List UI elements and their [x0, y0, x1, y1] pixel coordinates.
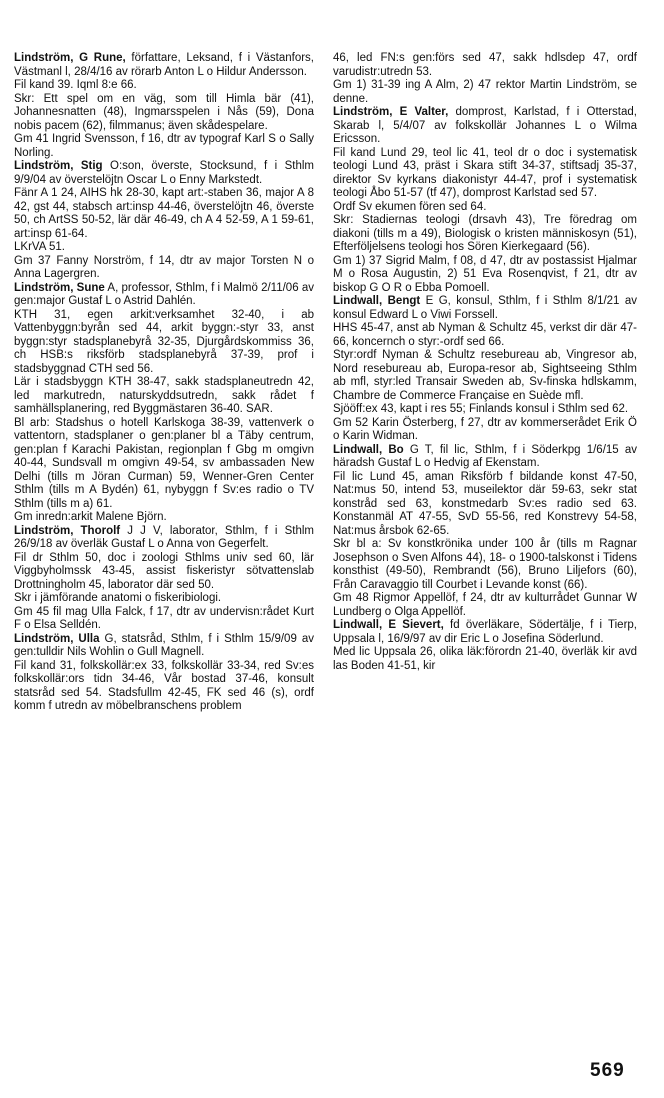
entry-text: Skr i jämförande anatomi o fiskeribiologi. — [14, 592, 222, 604]
entry-text: fd överläkare, Södertälje, f i Tierp, Uppsala l, 16/9/97 av dir Eric L o Josefina Söderlund. — [333, 619, 637, 645]
entry-paragraph — [333, 444, 637, 471]
entry-paragraph — [333, 349, 637, 403]
entry-text: E G, konsul, Sthlm, f i Sthlm 8/1/21 av konsul Edward L o Viwi Forssell. — [333, 295, 638, 321]
entry-surname: Lindström, — [14, 52, 74, 64]
entry-text: Med lic Uppsala 26, olika läk:förordn 21-40, överläk kir avd las Boden 41-51, kir — [333, 646, 637, 672]
entry-surname: Lindwall, — [333, 619, 383, 631]
entry-text: Styr:ordf Nyman & Schultz resebureau ab, Vingresor ab, Nord resebureau ab, Europa-resor ab, Sightseeing Sthlm ab mfl, styr:led Transair Sweden ab, Sv-finska hdlskamm, Chambre de Commerce Française en Suède mfl. — [333, 349, 637, 402]
entry-text: Bl arb: Stadshus o hotell Karlskoga 38-39, vattenverk o vattentorn, stadsplaner o gen:planer bl a Täby centrum, gen:plan f Karachi Pakistan, regionplan f Gbg m omgivn 40-44, Sundsvall m omgivn 49-54, sv ambassaden New Delhi (tills m Jöran Curman) 59, Wenner-Gren Center Sthlm (tills m A Bydén) 61, nybyggn f Sv:es radio o TV Sthlm (tills m a) 61. — [14, 416, 314, 510]
entry-text: Sjööff:ex 43, kapt i res 55; Finlands konsul i Sthlm sed 62. — [333, 403, 629, 415]
entry-text: Gm 41 Ingrid Svensson, f 16, dtr av typograf Karl S o Sally Norling. — [14, 133, 314, 159]
entry-text: Gm 52 Karin Österberg, f 27, dtr av kommerserådet Erik Ö o Karin Widman. — [333, 416, 637, 442]
entry-text: LKrVA 51. — [14, 241, 65, 253]
entry-paragraph — [333, 147, 637, 201]
entry-paragraph — [333, 403, 637, 417]
entry-paragraph — [333, 52, 637, 79]
entry-text: Lär i stadsbyggn KTH 38-47, sakk stadsplaneutredn 42, led markutredn, naturskyddsutredn, sakk rådet f samhällsplanering, red Byggmästaren 36-40. SAR. — [14, 376, 314, 415]
biography-entry — [14, 52, 314, 160]
left-column — [14, 52, 314, 714]
entry-text: Ordf Sv ekumen fören sed 64. — [333, 200, 487, 213]
entry-paragraph — [14, 241, 314, 255]
entry-text: HHS 45-47, anst ab Nyman & Schultz 45, verkst dir där 47-66, koncernch o styr:-ordf sed 66. — [333, 322, 637, 348]
entry-surname: Lindwall, — [333, 295, 383, 307]
entry-paragraph — [14, 79, 314, 93]
biography-entry — [14, 525, 314, 633]
entry-text: 46, led FN:s gen:förs sed 47, sakk hdlsdep 47, ordf varudistr:utredn 53. — [333, 52, 637, 78]
entry-text: Skr: Stadiernas teologi (drsavh 43), Tre föredrag om diakoni (tills m a 49), Biologisk o kristen människosyn (51), Efterföljelsens teologi hos Sören Kierkegaard (56). — [333, 214, 637, 253]
entry-paragraph — [333, 201, 637, 215]
entry-paragraph — [14, 93, 314, 134]
entry-surname: Lindström, — [14, 524, 74, 537]
entry-text: Gm inredn:arkit Malene Björn. — [14, 511, 167, 523]
entry-text: Fil kand 31, folkskollär:ex 33, folkskollär 33-34, red Sv:es folkskollär:ors tidn 34-46, Vår bostad 37-46, konsult statsråd sed 54. Stadsfullm 42-45, FK sed 46 (s), ordf komm f utredn av möbelbranschens problem — [14, 659, 314, 712]
biography-entry — [333, 106, 637, 295]
entry-text: Skr bl a: Sv konstkrönika under 100 år (tills m Ragnar Josephson o Sven Alfons 44), 18- o 1900-talskonst i Tidens konsthist (49-50), Rembrandt (56), Bruno Liljefors (60), Från Caravaggio till Courbet i Levande konst (66). — [333, 538, 637, 591]
entry-paragraph — [333, 646, 637, 673]
entry-given-name: E Valter, — [399, 106, 449, 118]
entry-text: Fil kand Lund 29, teol lic 41, teol dr o doc i systematisk teologi Lund 43, präst i Skara stift 34-37, stiftsadj 35-37, direktor Sv kyrkans diakonistyr 44-47, prof i systematisk teologi Åbo 51-57 (tf 47), domprost Karlstad sed 57. — [333, 146, 637, 199]
entry-paragraph — [333, 295, 637, 322]
entry-paragraph — [14, 187, 314, 241]
entry-text: Gm 1) 31-39 ing A Alm, 2) 47 rektor Martin Lindström, se denne. — [333, 79, 637, 105]
entry-paragraph — [14, 511, 314, 525]
entry-paragraph — [333, 106, 637, 147]
entry-text: Gm 1) 37 Sigrid Malm, f 08, d 47, dtr av postassist Hjalmar M o Rosa Augustin, 2) 51 Eva Rosenqvist, f 21, dtr av biskop G O R o Ebba Pomoell. — [333, 254, 637, 294]
entry-paragraph — [14, 552, 314, 593]
entry-given-name: Thorolf — [80, 524, 121, 537]
right-column — [333, 52, 637, 673]
entry-paragraph — [333, 322, 637, 349]
entry-paragraph — [333, 592, 637, 619]
entry-text: Fil kand 39. Iqml 8:e 66. — [14, 79, 137, 91]
entry-paragraph — [14, 633, 314, 660]
entry-given-name: Ulla — [78, 632, 100, 645]
entry-paragraph — [14, 525, 314, 552]
entry-text: Fil dr Sthlm 50, doc i zoologi Sthlms univ sed 60, lär Viggbyholmssk 43-45, assist fiskeristyr sötvattenslab Drottningholm 45, laborator där sed 50. — [14, 551, 314, 591]
entry-paragraph — [14, 133, 314, 160]
entry-paragraph — [333, 538, 637, 592]
entry-text: författare, Leksand, f i Västanfors, Västmanl l, 28/4/16 av rörarb Anton L o Hildur Andersson. — [14, 52, 315, 78]
entry-paragraph — [14, 606, 314, 633]
entry-surname: Lindström, — [333, 106, 393, 118]
entry-text: Gm 48 Rigmor Appellöf, f 24, dtr av kulturrådet Gunnar W Lundberg o Olga Appellöf. — [333, 592, 637, 618]
entry-paragraph — [14, 309, 314, 377]
biography-entry — [333, 52, 637, 106]
page-number: 569 — [590, 1060, 625, 1081]
entry-paragraph — [333, 471, 637, 539]
entry-surname: Lindström, — [14, 632, 74, 645]
entry-given-name: E Sievert, — [388, 619, 444, 631]
entry-text: G T, fil lic, Sthlm, f i Söderkpg 1/6/15 av häradsh Gustaf L o Hedvig af Ekenstam. — [333, 443, 637, 469]
entry-text: A, professor, Sthlm, f i Malmö 2/11/06 av gen:major Gustaf L o Astrid Dahlén. — [14, 281, 314, 307]
entry-surname: Lindström, — [14, 281, 74, 294]
entry-given-name: G Rune, — [79, 52, 126, 64]
entry-surname: Lindwall, — [333, 443, 383, 456]
entry-given-name: Sune — [76, 281, 105, 294]
entry-paragraph — [14, 660, 314, 714]
entry-text: Fil lic Lund 45, aman Riksförb f bildande konst 47-50, Nat:mus 50, intend 53, museilektor där 59-63, sekr stat konstråd sed 63, konstmedarb Sv:es radio sed 63. Konstanmäl AT 47-55, SvD 55-56, red Konstrevy 54-58, Nat:mus årsbok 62-65. — [333, 470, 637, 537]
entry-given-name: Bo — [388, 443, 404, 456]
biography-entry — [333, 444, 637, 620]
entry-paragraph — [14, 160, 314, 187]
entry-text: J J V, laborator, Sthlm, f i Sthlm 26/9/18 av överläk Gustaf L o Anna von Gegerfelt. — [14, 524, 314, 550]
entry-given-name: Bengt — [387, 295, 421, 307]
entry-paragraph — [333, 417, 637, 444]
entry-paragraph — [333, 255, 637, 296]
entry-text: Gm 45 fil mag Ulla Falck, f 17, dtr av undervisn:rådet Kurt F o Elsa Selldén. — [14, 605, 314, 631]
entry-text: Fänr A 1 24, AIHS hk 28-30, kapt art:-staben 36, major A 8 42, gst 44, stabsch art:insp 44-46, överstelöjtn 46, överste 50, ch ArtSS 50-52, lär där 46-49, ch A 4 52-59, A 1 59-61, art:insp 61-64. — [14, 187, 314, 240]
entry-surname: Lindström, — [14, 160, 74, 172]
entry-paragraph — [14, 255, 314, 282]
biography-entry — [14, 160, 314, 282]
entry-paragraph — [14, 376, 314, 417]
entry-paragraph — [14, 52, 314, 79]
entry-text: KTH 31, egen arkit:verksamhet 32-40, i ab Vattenbyggn:byrån sed 44, arkit byggn:-styr 33, anst byggn:styr stadsplanebyrå 32-35, Djurgårdskommiss 36, ch HSB:s riksförb stadsplanebyrå 37-39, prof i stadsbyggnad CTH sed 56. — [14, 308, 314, 375]
entry-paragraph — [333, 619, 637, 646]
entry-text: Skr: Ett spel om en väg, som till Himla bär (41), Johannesnatten (48), Ingmarsspelen i Nås (59), Dona nobis pacem (62), filmmanus; även skådespelare. — [14, 92, 314, 132]
biography-entry — [333, 295, 637, 444]
biography-entry — [333, 619, 637, 673]
entry-text: O:son, överste, Stocksund, f i Sthlm 9/9/04 av överstelöjtn Oscar L o Enny Markstedt. — [14, 160, 314, 186]
entry-paragraph — [14, 592, 314, 606]
entry-given-name: Stig — [80, 160, 103, 172]
biography-entry — [14, 282, 314, 525]
entry-paragraph — [14, 417, 314, 512]
biography-entry — [14, 633, 314, 714]
entry-text: domprost, Karlstad, f i Otterstad, Skarab l, 5/4/07 av folkskollär Johannes L o Wilma Ericsson. — [333, 106, 637, 145]
entry-paragraph — [14, 282, 314, 309]
entry-text: Gm 37 Fanny Norström, f 14, dtr av major Torsten N o Anna Lagergren. — [14, 254, 314, 280]
entry-paragraph — [333, 79, 637, 106]
entry-paragraph — [333, 214, 637, 255]
entry-text: G, statsråd, Sthlm, f i Sthlm 15/9/09 av gen:tulldir Nils Wohlin o Gull Magnell. — [14, 632, 314, 658]
